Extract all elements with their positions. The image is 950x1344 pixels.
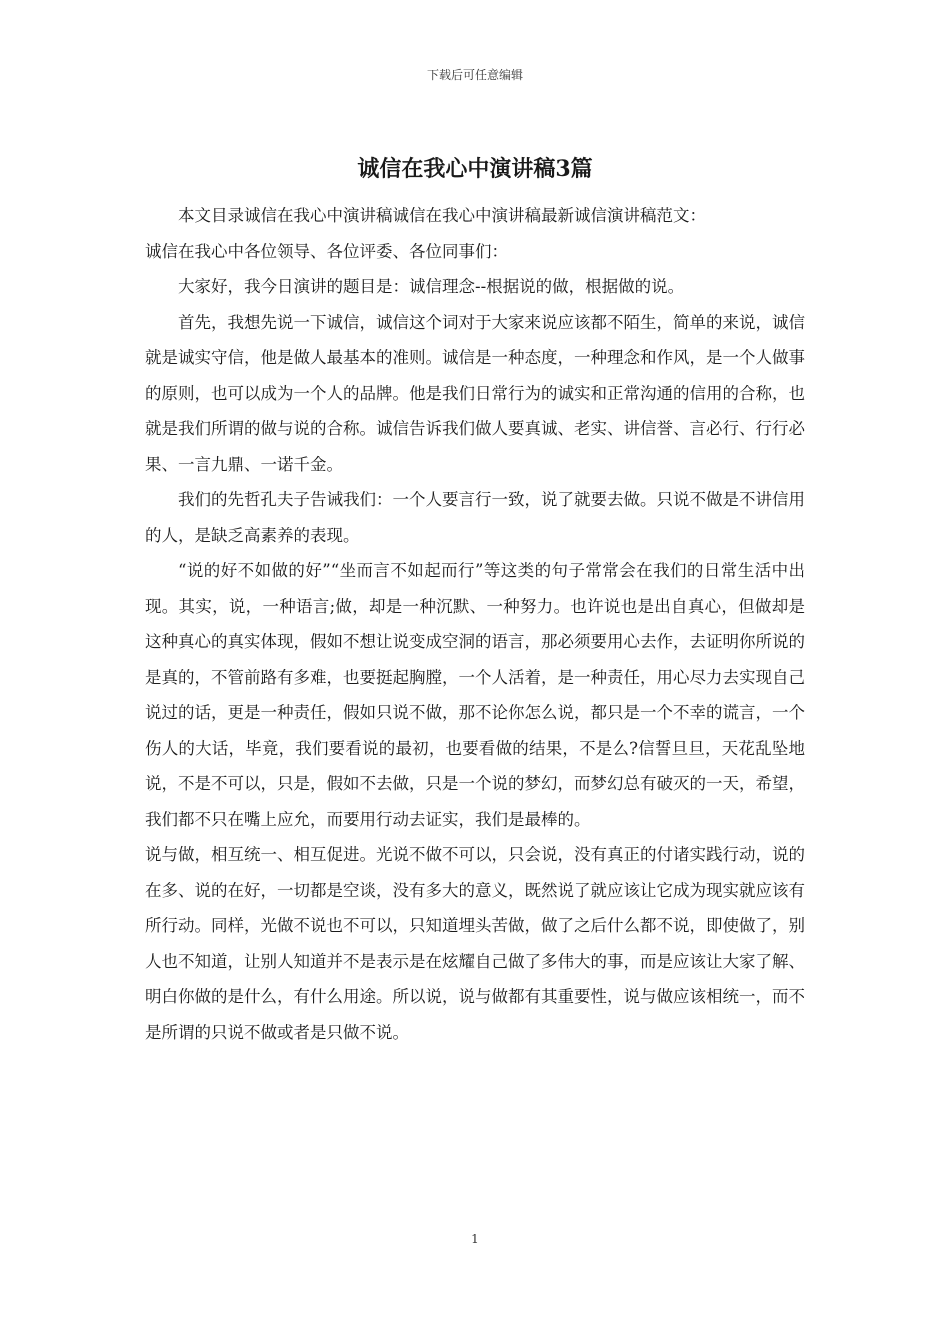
document-body [145, 198, 805, 1050]
paragraph-greeting: 大家好，我今日演讲的题目是：诚信理念--根据说的做，根据做的说。 [178, 277, 685, 296]
page-number: 1 [471, 1232, 479, 1246]
paragraph-intro: 本文目录诚信在我心中演讲稿诚信在我心中演讲稿最新诚信演讲稿范文： [178, 206, 706, 225]
paragraph-saying-vs-doing: “说的好不如做的好”“坐而言不如起而行”等这类的句子常常会在我们的日常生活中出现。其实，说，一种语言;做，却是一种沉默、一种努力。也许说也是出自真心，但做却是这种真心的真实体现，假如不想让说变成空洞的语言，那必须要用心去作，去证明你所说的是真的，不管前路有多难，也要挺起胸膛，一个人活着，是一种责任，用心尽力去实现自己说过的话，更是一种责任，假如只说不做，那不论你怎么说，都只是一个不幸的谎言，一个伤人的大话，毕竟，我们要看说的最初，也要看做的结果，不是么?信誓旦旦，天花乱坠地说，不是不可以，只是，假如不去做，只是一个说的梦幻，而梦幻总有破灭的一天，希望，我们都不只在嘴上应允，而要用行动去证实，我们是最棒的。 [145, 561, 805, 829]
document-title: 诚信在我心中演讲稿3篇 [357, 156, 593, 182]
paragraph-integrity-definition: 首先，我想先说一下诚信，诚信这个词对于大家来说应该都不陌生，简单的来说，诚信就是诚实守信，他是做人最基本的准则。诚信是一种态度，一种理念和作风，是一个人做事的原则，也可以成为一个人的品牌。他是我们日常行为的诚实和正常沟通的信用的合称，也就是我们所谓的做与说的合称。诚信告诉我们做人要真诚、老实、讲信誉、言必行、行行必果、一言九鼎、一诺千金。 [145, 312, 805, 474]
paragraph-salutation: 诚信在我心中各位领导、各位评委、各位同事们： [145, 241, 508, 261]
page-header: 下载后可任意编辑 [426, 68, 523, 82]
paragraph-unity: 说与做，相互统一、相互促进。光说不做不可以，只会说，没有真正的付诸实践行动，说的在多、说的在好，一切都是空谈，没有多大的意义，既然说了就应该让它成为现实就应该有所行动。同样，光做不说也不可以，只知道埋头苦做，做了之后什么都不说，即使做了，别人也不知道，让别人知道并不是表示是在炫耀自己做了多伟大的事，而是应该让大家了解、明白你做的是什么，有什么用途。所以说，说与做都有其重要性，说与做应该相统一，而不是所谓的只说不做或者是只做不说。 [145, 845, 805, 1042]
paragraph-confucius: 我们的先哲孔夫子告诫我们：一个人要言行一致，说了就要去做。只说不做是不讲信用的人，是缺乏高素养的表现。 [145, 490, 805, 545]
